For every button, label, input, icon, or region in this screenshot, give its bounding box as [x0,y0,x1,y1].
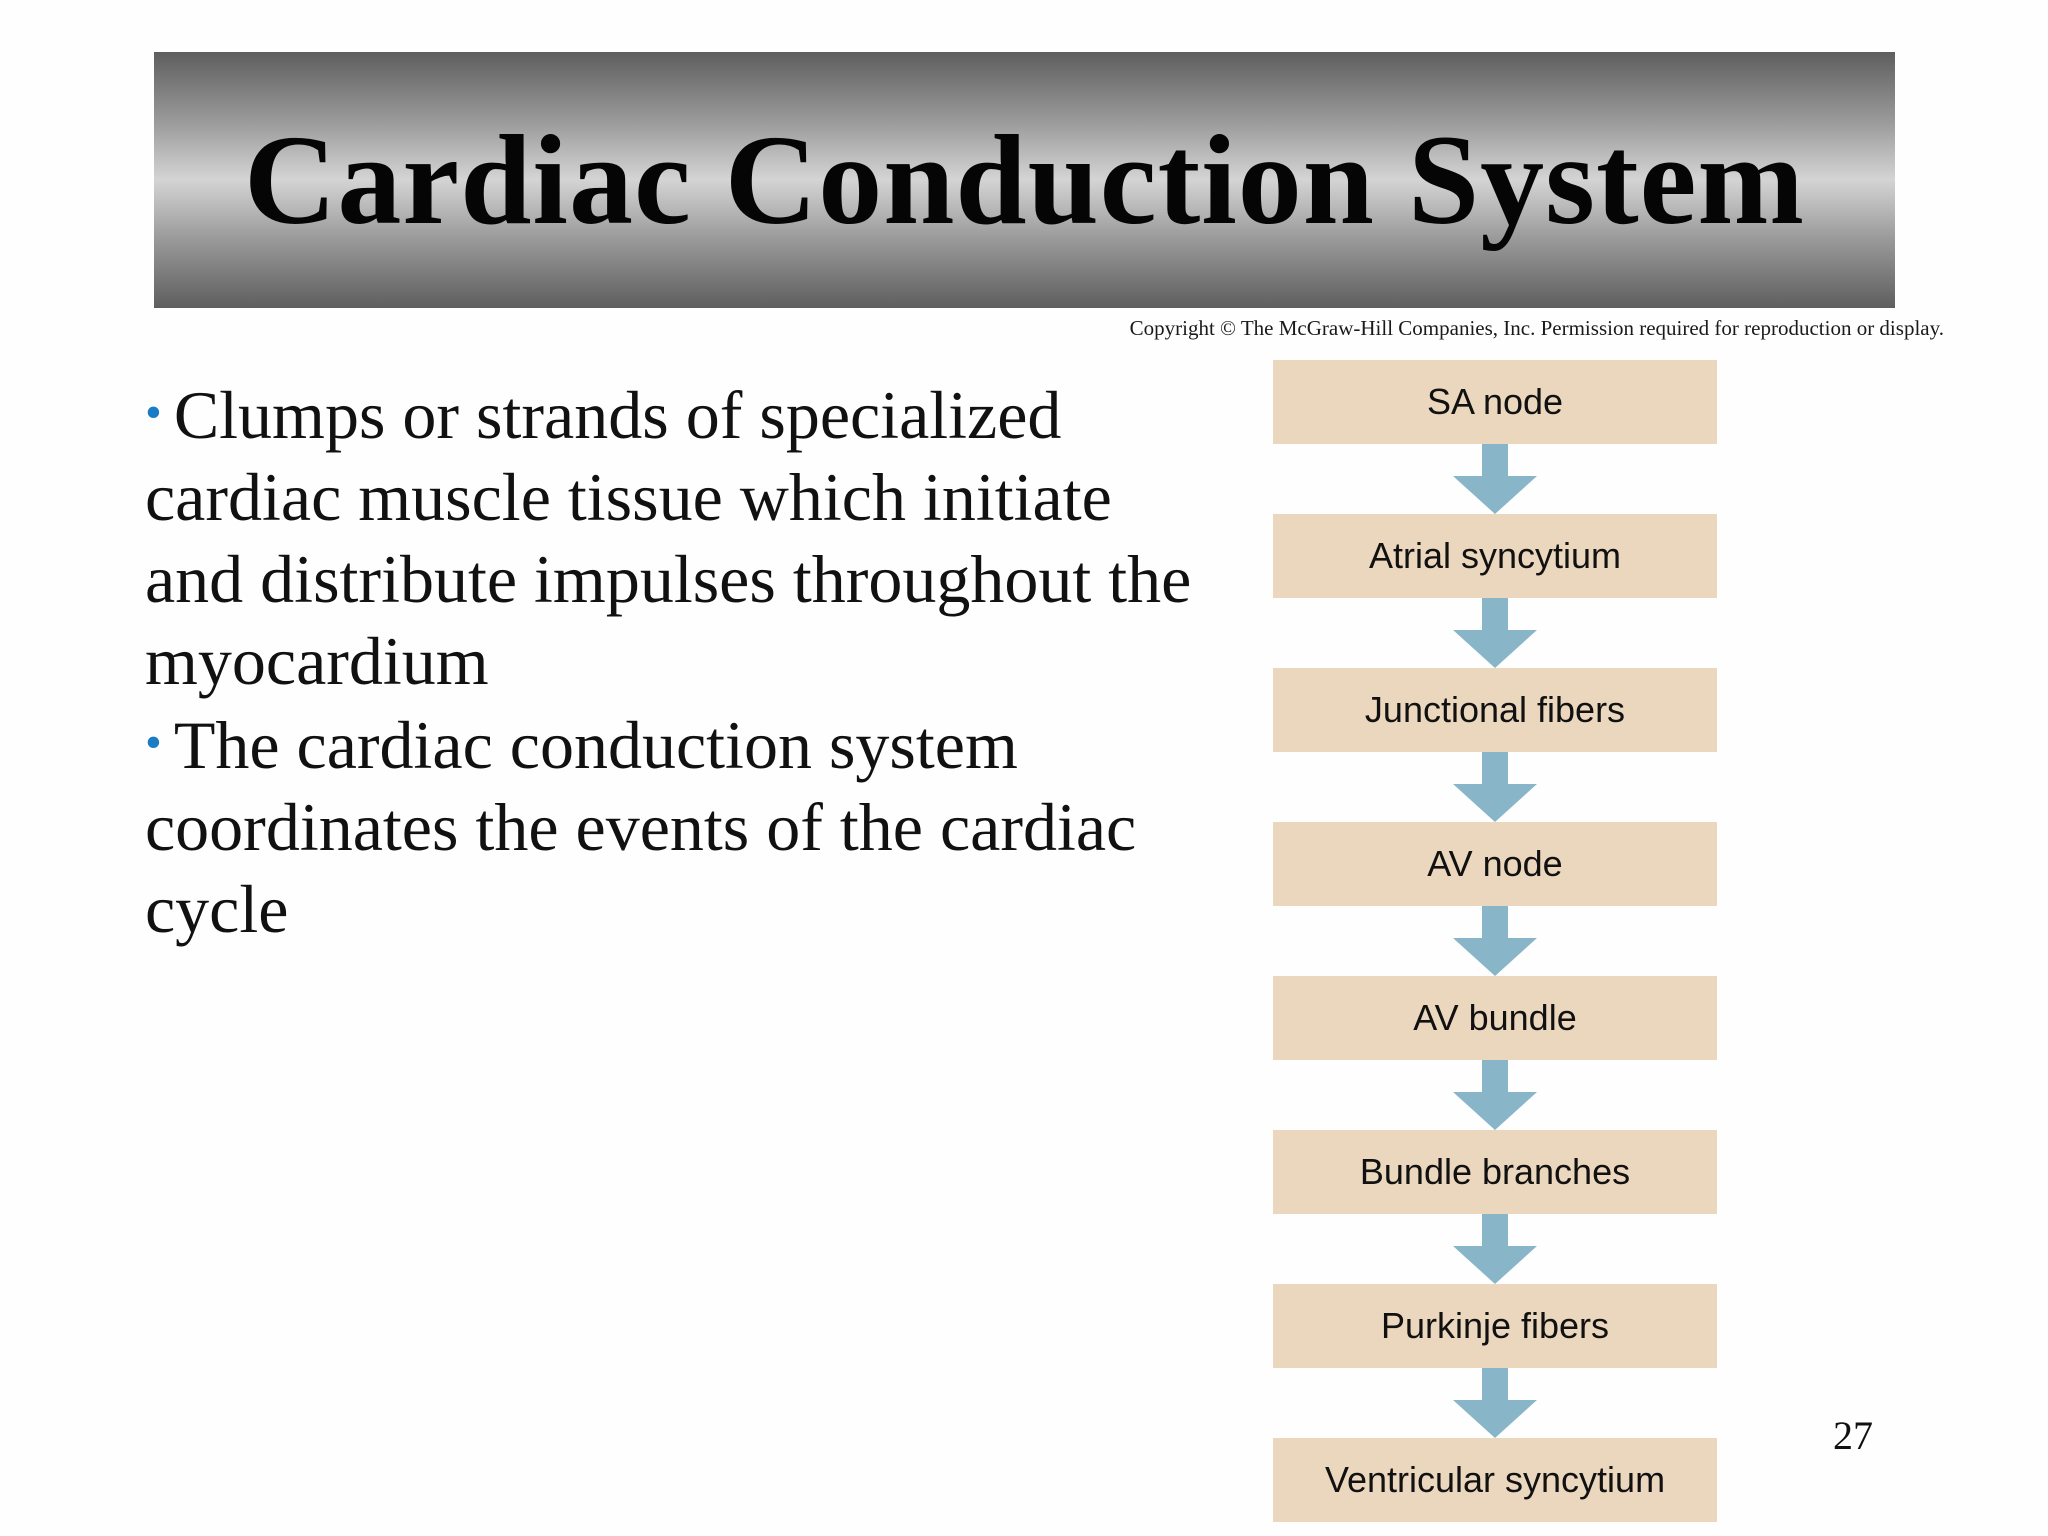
down-arrow-icon [1273,444,1717,514]
bullet-item [145,702,1225,950]
flow-step-purkinje-fibers: Purkinje fibers [1273,1284,1717,1368]
flow-step-av-node: AV node [1273,822,1717,906]
bullet-list [145,372,1225,950]
flow-step-ventricular-syncytium: Ventricular syncytium [1273,1438,1717,1522]
down-arrow-icon [1273,1368,1717,1438]
down-arrow-icon [1273,752,1717,822]
flow-step-atrial-syncytium: Atrial syncytium [1273,514,1717,598]
bullet-text: Clumps or strands of specialized cardiac muscle tissue which initiate and distribute impulses throughout the myocardium [145,377,1192,699]
flow-step-bundle-branches: Bundle branches [1273,1130,1717,1214]
flow-step-av-bundle: AV bundle [1273,976,1717,1060]
down-arrow-icon [1273,1214,1717,1284]
title-banner [154,52,1895,308]
copyright-notice: Copyright © The McGraw-Hill Companies, Inc. Permission required for reproduction or display. [1129,316,1944,340]
bullet-text: The cardiac conduction system coordinates the events of the cardiac cycle [145,707,1137,947]
bullet-icon: • [145,386,162,439]
slide-title: Cardiac Conduction System [243,108,1806,251]
flow-step-junctional-fibers: Junctional fibers [1273,668,1717,752]
down-arrow-icon [1273,1060,1717,1130]
flow-step-sa-node: SA node [1273,360,1717,444]
bullet-icon: • [145,716,162,769]
bullet-item [145,372,1225,702]
down-arrow-icon [1273,906,1717,976]
down-arrow-icon [1273,598,1717,668]
conduction-flowchart [1273,360,1717,1522]
page-number: 27 [1833,1413,1873,1458]
